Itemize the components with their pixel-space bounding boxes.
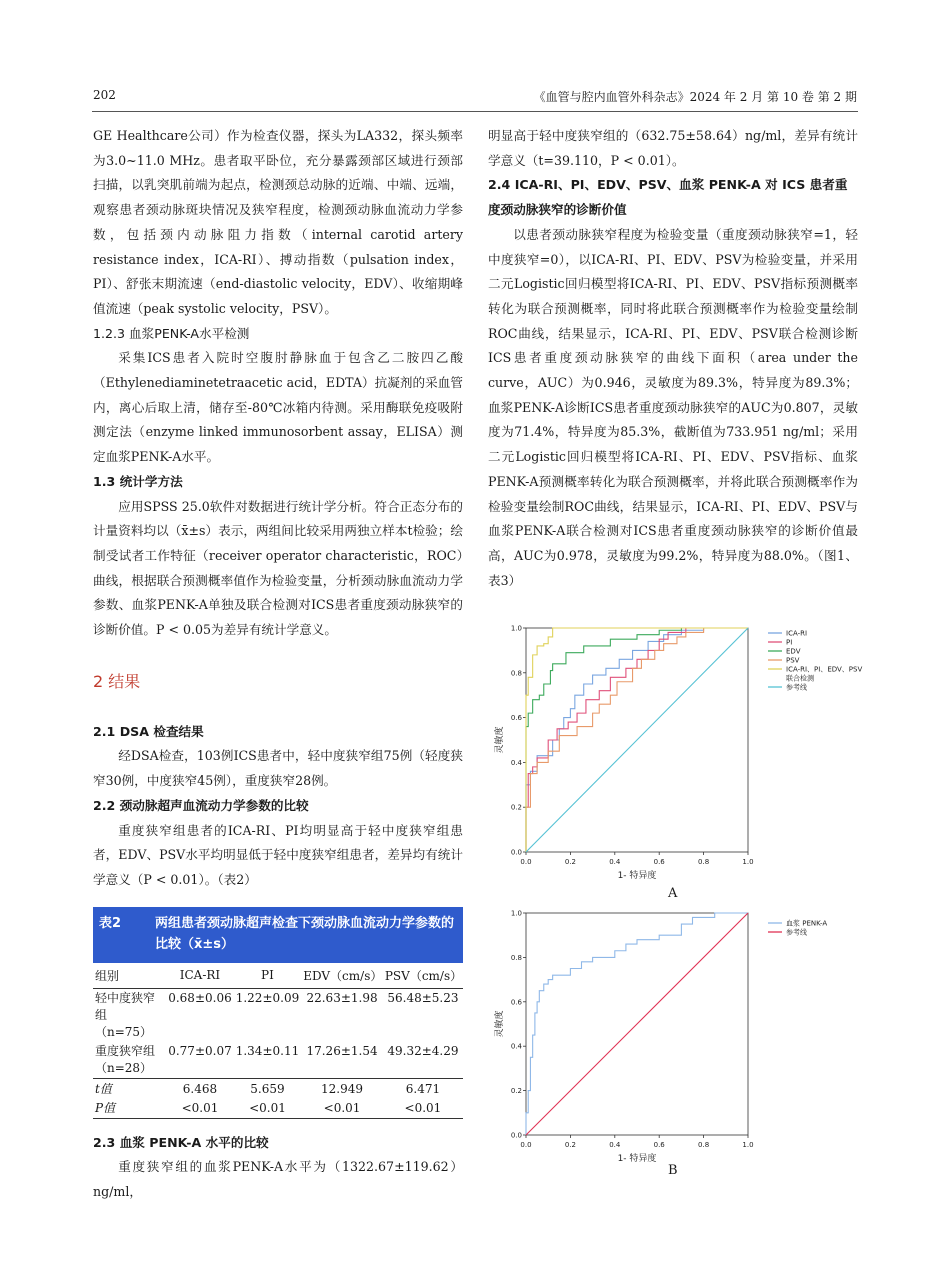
paragraph: 采集ICS患者入院时空腹肘静脉血于包含乙二胺四乙酸（Ethylenediaminetetraacetic acid，EDTA）抗凝剂的采血管内，离心后取上清，储存至-80℃冰箱内待测。采用酶联免疫吸附测定法（enzyme linked immunosorbent assay，ELISA）测定血浆PENK-A水平。 bbox=[93, 350, 463, 465]
legend-label: 联合检测 bbox=[786, 674, 814, 683]
y-tick-label: 0.6 bbox=[510, 714, 522, 723]
x-tick-label: 0.4 bbox=[609, 1141, 621, 1149]
roc-figure-a bbox=[484, 620, 863, 886]
paragraph: GE Healthcare公司）作为检查仪器，探头为LA332，探头频率为3.0~11.0 MHz。患者取平卧位，充分暴露颈部区域进行颈部扫描，以乳突肌前端为起点，检测颈总动脉的近端、中端、远端，观察患者颈动脉斑块情况及狭窄程度，检测颈动脉血流动力学参数，包括颈内动脉阻力指数（internal carotid artery resistance index，ICA-RI）、搏动指数（pulsation index，PI）、舒张末期流速（end-diastolic velocity，EDV）、收缩期峰值流速（peak systolic velocity，PSV）。 bbox=[93, 128, 463, 316]
data-table bbox=[93, 963, 463, 1119]
table-cell: 0.68±0.06 bbox=[168, 990, 232, 1005]
x-tick-label: 0.6 bbox=[653, 858, 665, 866]
table-row bbox=[93, 1042, 463, 1079]
x-tick-label: 0.8 bbox=[698, 1141, 710, 1149]
table-cell: 49.32±4.29 bbox=[387, 1043, 459, 1058]
section-heading: 1.3 统计学方法 bbox=[93, 473, 183, 489]
table-2 bbox=[93, 907, 463, 1119]
section-heading: 2.3 血浆 PENK-A 水平的比较 bbox=[93, 1134, 269, 1150]
row-label: 重度狭窄组 （n=28） bbox=[95, 1043, 156, 1075]
section-heading: 2.2 颈动脉超声血流动力学参数的比较 bbox=[93, 797, 309, 813]
y-axis-label: 灵敏度 bbox=[495, 1010, 505, 1038]
column-header: EDV（cm/s） bbox=[301, 963, 383, 989]
row-label: 轻中度狭窄组 （n=75） bbox=[95, 990, 156, 1039]
column-header: ICA-RI bbox=[166, 963, 234, 989]
left-column bbox=[93, 124, 463, 1205]
legend-label: 参考线 bbox=[786, 683, 807, 692]
x-tick-label: 1.0 bbox=[742, 858, 754, 866]
table-cell: 5.659 bbox=[234, 1078, 302, 1099]
column-header: 组别 bbox=[93, 963, 166, 989]
section-heading: 2.4 ICA-RI、PI、EDV、PSV、血浆 PENK-A 对 ICS 患者重度颈动脉狭窄的诊断价值 bbox=[488, 177, 848, 218]
x-tick-label: 0.6 bbox=[653, 1141, 665, 1149]
x-tick-label: 0.0 bbox=[520, 1141, 532, 1149]
legend-label: ICA-RI bbox=[786, 629, 808, 638]
y-tick-label: 0.0 bbox=[510, 848, 522, 857]
x-axis-label: 1- 特异度 bbox=[617, 1154, 657, 1164]
y-axis-label: 灵敏度 bbox=[495, 726, 505, 754]
table-cell: <0.01 bbox=[383, 1099, 463, 1119]
legend-label: EDV bbox=[786, 647, 801, 656]
table-cell: 6.471 bbox=[383, 1078, 463, 1099]
x-axis-label: 1- 特异度 bbox=[617, 871, 657, 881]
header-rule bbox=[92, 111, 858, 112]
table-header-row bbox=[93, 963, 463, 989]
paragraph: 重度狭窄组的血浆PENK-A水平为（1322.67±119.62）ng/ml， bbox=[93, 1159, 463, 1200]
table-cell: <0.01 bbox=[234, 1099, 302, 1119]
table-cell: <0.01 bbox=[301, 1099, 383, 1119]
roc-chart-b bbox=[484, 905, 844, 1163]
y-tick-label: 0.4 bbox=[510, 758, 522, 767]
x-tick-label: 0.0 bbox=[520, 858, 532, 866]
table-cell: 22.63±1.98 bbox=[306, 990, 378, 1005]
roc-figure-b bbox=[484, 905, 844, 1167]
x-tick-label: 0.2 bbox=[564, 858, 576, 866]
y-tick-label: 0.0 bbox=[510, 1131, 522, 1140]
y-tick-label: 0.8 bbox=[510, 953, 522, 962]
right-column bbox=[488, 124, 858, 593]
legend-label: ICA-RI、PI、EDV、PSV bbox=[786, 665, 863, 674]
page-number: 202 bbox=[93, 88, 116, 102]
paragraph: 经DSA检查，103例ICS患者中，轻中度狭窄组75例（轻度狭窄30例，中度狭窄45例），重度狭窄28例。 bbox=[93, 748, 463, 789]
y-tick-label: 0.2 bbox=[510, 803, 522, 812]
legend-label: 血浆 PENK-A bbox=[786, 919, 828, 928]
table-cell: 17.26±1.54 bbox=[306, 1043, 378, 1058]
legend-label: PI bbox=[786, 638, 793, 647]
paragraph: 应用SPSS 25.0软件对数据进行统计学分析。符合正态分布的计量资料均以（x̄±s）表示，两组间比较采用两独立样本t检验；绘制受试者工作特征（receiver operator characteristic，ROC）曲线，根据联合预测概率值作为检验变量，分析颈动脉血流动力学参数、血浆PENK-A单独及联合检测对ICS患者重度颈动脉狭窄的诊断价值。P < 0.05为差异有统计学意义。 bbox=[93, 498, 463, 638]
section-heading: 2.1 DSA 检查结果 bbox=[93, 723, 204, 739]
section-title: 2 结果 bbox=[93, 671, 141, 691]
figure-label-a: A bbox=[668, 886, 678, 901]
paragraph: 重度狭窄组患者的ICA-RI、PI均明显高于轻中度狭窄组患者，EDV、PSV水平均明显低于轻中度狭窄组患者，差异均有统计学意义（P < 0.01）。（表2） bbox=[93, 822, 463, 887]
paragraph: 以患者颈动脉狭窄程度为检验变量（重度颈动脉狭窄=1，轻中度狭窄=0），以ICA-RI、PI、EDV、PSV为检验变量，并采用二元Logistic回归模型将ICA-RI、PI、EDV、PSV指标预测概率转化为联合预测概率，同时将此联合预测概率作为检验变量绘制ROC曲线，结果显示，ICA-RI、PI、EDV、PSV联合检测诊断ICS患者重度颈动脉狭窄的曲线下面积（area under the curve，AUC）为0.946，灵敏度为89.3%，特异度为89.3%；血浆PENK-A诊断ICS患者重度颈动脉狭窄的AUC为0.807，灵敏度为71.4%，特异度为85.3%，截断值为733.951 ng/ml；采用二元Logistic回归模型将ICA-RI、PI、EDV、PSV指标、血浆PENK-A预测概率转化为联合预测概率，并将此联合预测概率作为检验变量绘制ROC曲线，结果显示，ICA-RI、PI、EDV、PSV与血浆PENK-A联合检测对ICS患者重度颈动脉狭窄的诊断价值最高，AUC为0.978，灵敏度为99.2%，特异度为88.0%。（图1、表3） bbox=[488, 226, 858, 588]
x-tick-label: 0.2 bbox=[564, 1141, 576, 1149]
y-tick-label: 0.2 bbox=[510, 1087, 522, 1096]
table-cell: 6.468 bbox=[166, 1078, 234, 1099]
x-tick-label: 0.4 bbox=[609, 858, 621, 866]
table-cell: 1.34±0.11 bbox=[235, 1043, 300, 1058]
roc-chart-a bbox=[484, 620, 863, 882]
x-tick-label: 1.0 bbox=[742, 1141, 754, 1149]
figure-label-b: B bbox=[668, 1163, 678, 1178]
row-label: t值 bbox=[93, 1078, 166, 1099]
x-tick-label: 0.8 bbox=[698, 858, 710, 866]
journal-header: 《血管与腔内血管外科杂志》2024 年 2 月 第 10 卷 第 2 期 bbox=[533, 90, 857, 104]
y-tick-label: 0.6 bbox=[510, 998, 522, 1007]
y-tick-label: 0.8 bbox=[510, 669, 522, 678]
table-cell: 0.77±0.07 bbox=[168, 1043, 232, 1058]
table-cell: <0.01 bbox=[166, 1099, 234, 1119]
paragraph: 明显高于轻中度狭窄组的（632.75±58.64）ng/ml，差异有统计学意义（t=39.110，P < 0.01）。 bbox=[488, 128, 858, 168]
y-tick-label: 1.0 bbox=[510, 909, 522, 918]
table-row bbox=[93, 1078, 463, 1099]
table-cell: 1.22±0.09 bbox=[235, 990, 300, 1005]
table-row bbox=[93, 1099, 463, 1119]
legend-label: PSV bbox=[786, 656, 800, 665]
column-header: PI bbox=[234, 963, 302, 989]
y-tick-label: 0.4 bbox=[510, 1042, 522, 1051]
row-label: P值 bbox=[93, 1099, 166, 1119]
table-cell: 56.48±5.23 bbox=[387, 990, 459, 1005]
table-cell: 12.949 bbox=[301, 1078, 383, 1099]
y-tick-label: 1.0 bbox=[510, 624, 522, 633]
roc-series-line bbox=[526, 913, 748, 1135]
table-row bbox=[93, 988, 463, 1042]
table-title: 两组患者颈动脉超声检查下颈动脉血流动力学参数的比较（x̄±s） bbox=[155, 915, 455, 952]
table-caption bbox=[93, 907, 463, 963]
section-heading: 1.2.3 血浆PENK-A水平检测 bbox=[93, 325, 250, 341]
column-header: PSV（cm/s） bbox=[383, 963, 463, 989]
table-number: 表2 bbox=[99, 915, 122, 931]
legend-label: 参考线 bbox=[786, 928, 807, 937]
